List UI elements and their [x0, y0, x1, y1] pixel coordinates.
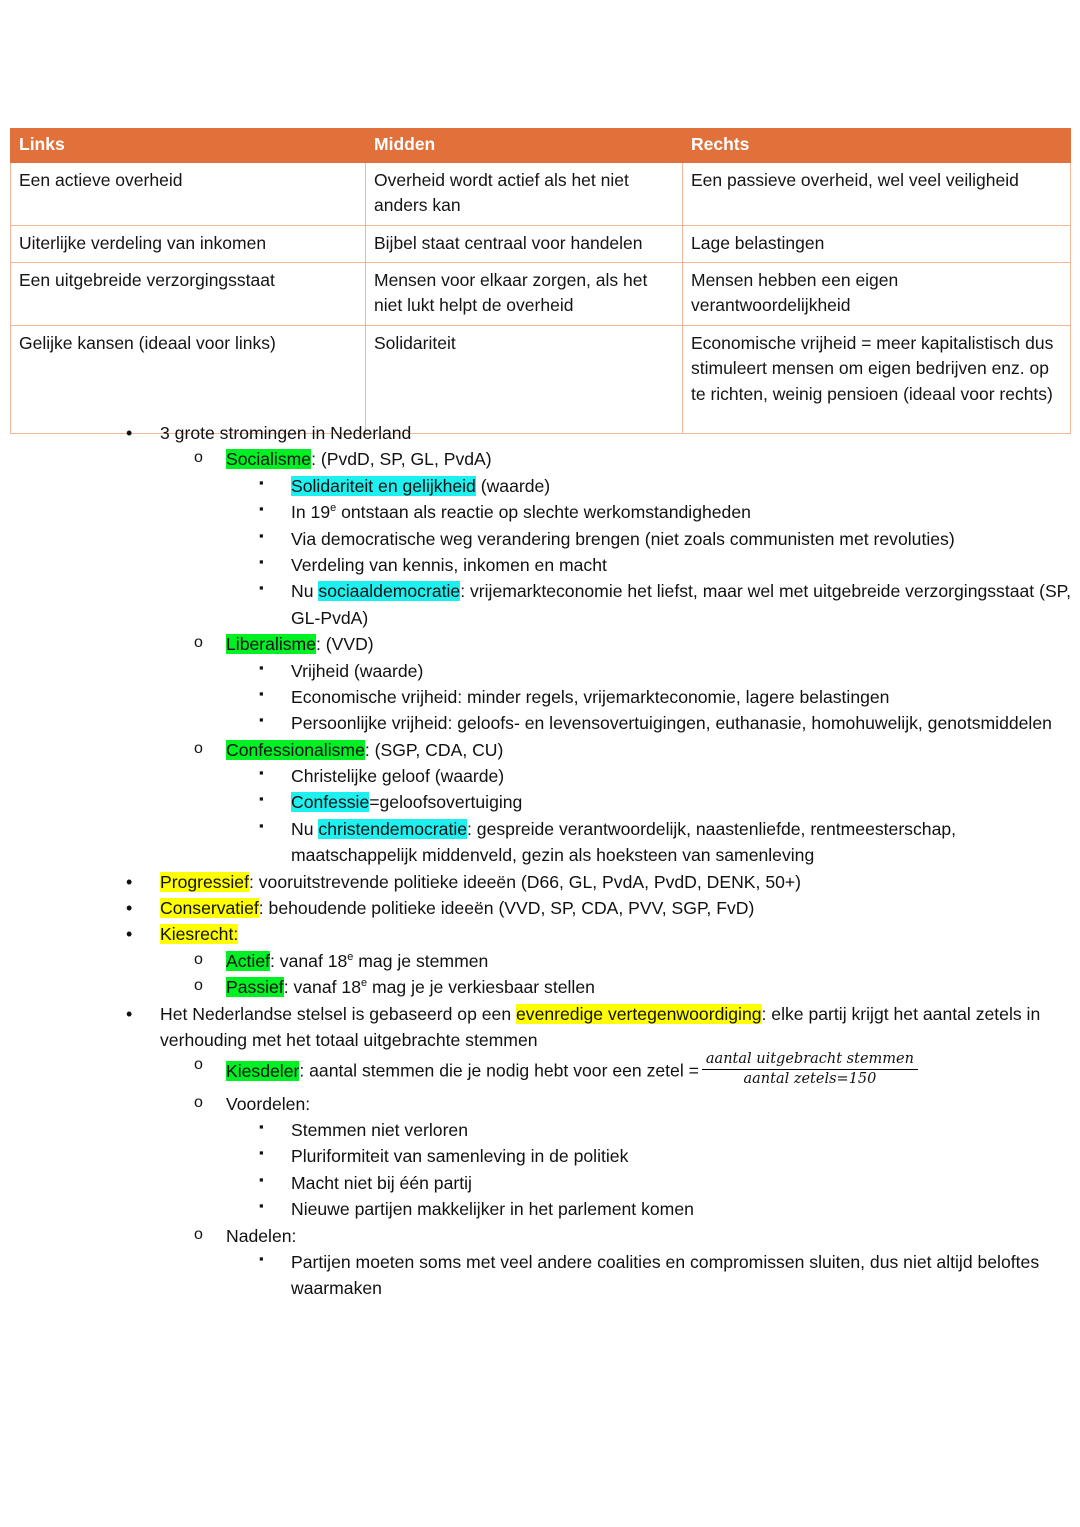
list-item-actief — [160, 948, 1080, 974]
list-item — [226, 1196, 1080, 1222]
liberalisme-line — [226, 631, 1080, 657]
list-item — [226, 763, 1080, 789]
list-item-progressief — [0, 869, 1080, 895]
stelsel-prefix: Het Nederlandse stelsel is gebaseerd op een — [160, 1003, 517, 1024]
formula-denominator-text: aantal zetels — [743, 1071, 837, 1088]
list-item — [226, 710, 1080, 736]
progressief-line — [160, 869, 1080, 895]
socialisme-line — [226, 446, 1080, 472]
voordeel-4: Nieuwe partijen makkelijker in het parlement komen — [291, 1199, 694, 1220]
table-cell: Gelijke kansen (ideaal voor links) — [11, 325, 366, 433]
socialisme-point-5 — [291, 578, 1080, 631]
table-header-midden: Midden — [366, 129, 683, 163]
bullet-circle-icon: o — [194, 739, 203, 757]
passief-line — [226, 974, 1080, 1000]
socialisme-point-1 — [291, 473, 1080, 499]
bullet-circle-icon: o — [194, 977, 203, 995]
socialisme-points — [226, 473, 1080, 631]
formula-denominator-value: =150 — [836, 1071, 877, 1088]
table-row — [11, 225, 1071, 262]
liberalisme-points — [226, 658, 1080, 737]
bullet-square-icon: ▪ — [259, 553, 264, 569]
table-cell: Een actieve overheid — [11, 162, 366, 225]
voordeel-3: Macht niet bij één partij — [291, 1172, 472, 1193]
kiesdeler-rest: : aantal stemmen die je nodig hebt voor een zetel = — [299, 1060, 699, 1081]
socialisme-point-3: Via democratische weg verandering brengen (niet zoals communisten met revoluties) — [291, 528, 955, 549]
list-item — [226, 473, 1080, 499]
stelsel-sublist — [160, 1053, 1080, 1301]
list-item-nadelen — [160, 1223, 1080, 1302]
sociaaldemocratie-term: sociaaldemocratie — [318, 581, 461, 602]
kiesdeler-formula — [702, 1051, 918, 1088]
bullet-circle-icon: o — [194, 1093, 203, 1111]
bullet-square-icon: ▪ — [259, 1171, 264, 1187]
liberalisme-point-3: Persoonlijke vrijheid: geloofs- en levensovertuigingen, euthanasie, homohuwelijk, genotsmiddelen — [291, 713, 1052, 734]
liberalisme-term: Liberalisme — [226, 634, 316, 655]
christendemocratie-term: christendemocratie — [318, 818, 468, 839]
kiesrecht-sublist — [160, 948, 1080, 1001]
bullet-square-icon: ▪ — [259, 474, 264, 490]
kiesrecht-line — [160, 921, 1080, 947]
confessionalisme-points — [226, 763, 1080, 869]
comparison-table — [10, 128, 1071, 434]
christendemocratie-rest: : gespreide verantwoordelijk, naastenliefde, rentmeesterschap, maatschappelijk middenveld, gezin als hoeksteen van samenleving — [291, 818, 957, 866]
eeuw-suffix: ontstaan als reactie op slechte werkomstandigheden — [336, 502, 751, 523]
liberalisme-parties: : (VVD) — [315, 634, 374, 655]
formula-numerator: aantal uitgebracht stemmen — [705, 1051, 914, 1068]
voordeel-1: Stemmen niet verloren — [291, 1119, 468, 1140]
list-item — [226, 1143, 1080, 1169]
formula-denominator — [702, 1069, 918, 1088]
table-cell: Mensen hebben een eigen verantwoordelijkheid — [683, 263, 1071, 326]
confessionalisme-point-3 — [291, 816, 1080, 869]
christendemocratie-prefix: Nu — [291, 818, 319, 839]
bullet-square-icon: ▪ — [259, 580, 264, 596]
voordelen-label: Voordelen: — [226, 1093, 311, 1114]
list-item — [226, 658, 1080, 684]
socialisme-parties: : (PvdD, SP, GL, PvdA) — [311, 449, 492, 470]
list-item-socialisme — [160, 446, 1080, 631]
nadelen-list — [226, 1249, 1080, 1302]
eeuw-prefix: In 19 — [291, 502, 331, 523]
table-cell: Economische vrijheid = meer kapitalistisch dus stimuleert mensen om eigen bedrijven enz. op te richten, weinig pensioen (ideaal voor rechts) — [683, 325, 1071, 433]
table-cell: Een uitgebreide verzorgingsstaat — [11, 263, 366, 326]
evenredige-vertegenwoordiging-term: evenredige vertegenwoordiging — [516, 1003, 762, 1024]
bullet-disc-icon: • — [126, 924, 133, 945]
confessionalisme-term: Confessionalisme — [226, 739, 365, 760]
list-item — [226, 526, 1080, 552]
list-item-confessionalisme — [160, 737, 1080, 869]
table-row — [11, 325, 1071, 433]
list-item-liberalisme — [160, 631, 1080, 737]
list-item — [226, 684, 1080, 710]
conservatief-term: Conservatief — [160, 898, 259, 919]
table-row — [11, 162, 1071, 225]
confessionalisme-line — [226, 737, 1080, 763]
eeuw-superscript: e — [330, 502, 337, 515]
list-item — [226, 1117, 1080, 1143]
confessionalisme-point-2 — [291, 789, 1080, 815]
conservatief-rest: : behoudende politieke ideeën (VVD, SP, CDA, PVV, SGP, FvD) — [258, 898, 755, 919]
actief-superscript: e — [347, 950, 354, 963]
bullet-square-icon: ▪ — [259, 712, 264, 728]
bullet-square-icon: ▪ — [259, 817, 264, 833]
list-item-passief — [160, 974, 1080, 1000]
voordeel-2: Pluriformiteit van samenleving in de politiek — [291, 1146, 629, 1167]
list-item — [226, 816, 1080, 869]
actief-line — [226, 948, 1080, 974]
progressief-rest: : vooruitstrevende politieke ideeën (D66, GL, PvdA, PvdD, DENK, 50+) — [248, 871, 802, 892]
nadeel-1: Partijen moeten soms met veel andere coalities en compromissen sluiten, dus niet altijd beloftes waarmaken — [291, 1251, 1040, 1299]
bullet-disc-icon: • — [126, 898, 133, 919]
kiesrecht-term: Kiesrecht: — [160, 924, 239, 945]
list-item — [226, 499, 1080, 525]
bullet-square-icon: ▪ — [259, 1198, 264, 1214]
table-cell: Mensen voor elkaar zorgen, als het niet lukt helpt de overheid — [366, 263, 683, 326]
passief-superscript: e — [360, 977, 368, 990]
table-cell: Lage belastingen — [683, 225, 1071, 262]
table-cell: Uiterlijke verdeling van inkomen — [11, 225, 366, 262]
actief-suffix: mag je stemmen — [353, 950, 489, 971]
sociaaldemocratie-prefix: Nu — [291, 581, 319, 602]
kiesdeler-line — [226, 1053, 1080, 1090]
nadelen-label: Nadelen: — [226, 1225, 297, 1246]
list-item-kiesrecht — [0, 921, 1080, 1000]
bullet-square-icon: ▪ — [259, 765, 264, 781]
list-item-voordelen — [160, 1091, 1080, 1223]
bullet-square-icon: ▪ — [259, 685, 264, 701]
bullet-circle-icon: o — [194, 1056, 203, 1074]
socialisme-point-4: Verdeling van kennis, inkomen en macht — [291, 554, 607, 575]
bullet-square-icon: ▪ — [259, 1250, 264, 1266]
table-header-row — [11, 129, 1071, 163]
list-item — [226, 789, 1080, 815]
table-cell: Bijbel staat centraal voor handelen — [366, 225, 683, 262]
table-row — [11, 263, 1071, 326]
socialisme-term: Socialisme — [226, 449, 312, 470]
bullet-circle-icon: o — [194, 634, 203, 652]
list-item-stromingen — [0, 420, 1080, 869]
passief-prefix: : vanaf 18 — [283, 977, 361, 998]
bullet-square-icon: ▪ — [259, 1118, 264, 1134]
table-cell: Overheid wordt actief als het niet anders kan — [366, 162, 683, 225]
confessie-term: Confessie — [291, 792, 370, 813]
comparison-table-container — [10, 128, 1070, 434]
passief-term: Passief — [226, 977, 284, 998]
list-item-stelsel — [0, 1001, 1080, 1302]
stromingen-sublist — [160, 446, 1080, 868]
liberalisme-point-1: Vrijheid (waarde) — [291, 660, 424, 681]
bullet-disc-icon: • — [126, 871, 133, 892]
outline-level1-list — [0, 420, 1080, 1302]
bullet-circle-icon: o — [194, 449, 203, 467]
stelsel-line — [160, 1001, 1080, 1054]
list-item-kiesdeler — [160, 1053, 1080, 1090]
bullet-disc-icon: • — [126, 423, 133, 443]
bullet-disc-icon: • — [126, 1003, 133, 1024]
kiesdeler-term: Kiesdeler — [226, 1060, 300, 1081]
confessionalisme-parties: : (SGP, CDA, CU) — [364, 739, 504, 760]
bullet-square-icon: ▪ — [259, 791, 264, 807]
bullet-square-icon: ▪ — [259, 1145, 264, 1161]
bullet-circle-icon: o — [194, 950, 203, 968]
outline-notes — [0, 420, 1080, 1302]
confessionalisme-point-1: Christelijke geloof (waarde) — [291, 766, 505, 787]
list-item — [226, 1249, 1080, 1302]
table-header-links: Links — [11, 129, 366, 163]
confessie-definition: =geloofsovertuiging — [369, 792, 523, 813]
actief-prefix: : vanaf 18 — [270, 950, 348, 971]
conservatief-line — [160, 895, 1080, 921]
list-item — [226, 1170, 1080, 1196]
table-cell: Solidariteit — [366, 325, 683, 433]
bullet-square-icon: ▪ — [259, 501, 264, 517]
solidariteit-term: Solidariteit en gelijkheid — [291, 475, 476, 496]
list-item — [226, 578, 1080, 631]
solidariteit-rest: (waarde) — [475, 475, 551, 496]
list-item-conservatief — [0, 895, 1080, 921]
bullet-square-icon: ▪ — [259, 527, 264, 543]
bullet-square-icon: ▪ — [259, 659, 264, 675]
bullet-circle-icon: o — [194, 1225, 203, 1243]
socialisme-point-2 — [291, 499, 1080, 525]
sociaaldemocratie-rest: : vrijemarkteconomie het liefst, maar wel met uitgebreide verzorgingsstaat (SP, GL-PvdA) — [291, 581, 1072, 628]
progressief-term: Progressief — [160, 871, 249, 892]
passief-suffix: mag je je verkiesbaar stellen — [367, 977, 595, 998]
list-item — [226, 552, 1080, 578]
voordelen-list — [226, 1117, 1080, 1223]
actief-term: Actief — [226, 950, 271, 971]
table-header-rechts: Rechts — [683, 129, 1071, 163]
stromingen-heading: 3 grote stromingen in Nederland — [160, 423, 412, 443]
table-cell: Een passieve overheid, wel veel veiligheid — [683, 162, 1071, 225]
stelsel-suffix: : elke partij krijgt het aantal zetels in verhouding met het totaal uitgebrachte stemmen — [160, 1003, 1041, 1050]
liberalisme-point-2: Economische vrijheid: minder regels, vrijemarkteconomie, lagere belastingen — [291, 686, 890, 707]
